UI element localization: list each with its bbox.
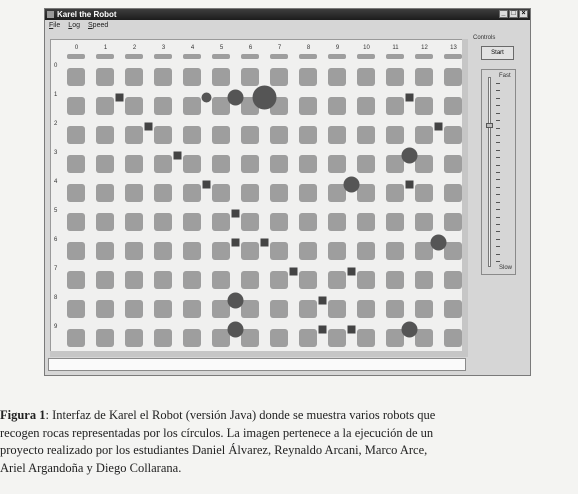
wall-block — [212, 213, 230, 231]
wall-block — [299, 242, 317, 260]
wall-block — [328, 242, 346, 260]
wall-block — [415, 155, 433, 173]
slider-track — [488, 77, 491, 267]
wall-block-edge — [212, 54, 230, 59]
world-grid[interactable] — [50, 39, 464, 353]
wall-block — [67, 271, 85, 289]
wall-block — [357, 155, 375, 173]
wall-block — [299, 300, 317, 318]
robot-icon — [406, 94, 414, 102]
wall-block — [415, 271, 433, 289]
wall-block — [328, 126, 346, 144]
column-label: 10 — [363, 45, 370, 51]
rock-icon — [228, 322, 244, 338]
window-title: Karel the Robot — [57, 10, 117, 19]
wall-block — [328, 329, 346, 347]
wall-block — [415, 97, 433, 115]
wall-block — [67, 126, 85, 144]
start-button[interactable]: Start — [481, 46, 514, 60]
column-label: 9 — [335, 45, 340, 51]
row-label: 4 — [54, 179, 58, 185]
wall-block — [154, 213, 172, 231]
wall-block — [67, 213, 85, 231]
maximize-icon[interactable]: □ — [509, 10, 518, 18]
wall-block — [270, 155, 288, 173]
wall-block — [67, 329, 85, 347]
robot-icon — [203, 181, 211, 189]
wall-block — [154, 242, 172, 260]
wall-block-edge — [125, 54, 143, 59]
wall-block — [386, 329, 404, 347]
speed-panel — [481, 69, 516, 275]
wall-block — [212, 126, 230, 144]
slider-tick — [496, 105, 500, 106]
wall-block — [270, 213, 288, 231]
wall-block-edge — [67, 54, 85, 59]
slider-tick — [496, 187, 500, 188]
slider-tick — [496, 254, 500, 255]
slider-tick — [496, 90, 500, 91]
wall-block-edge — [328, 54, 346, 59]
wall-block — [241, 271, 259, 289]
robot-icon — [232, 239, 240, 247]
wall-block — [386, 68, 404, 86]
wall-block — [125, 271, 143, 289]
wall-block — [299, 68, 317, 86]
wall-block — [154, 155, 172, 173]
wall-block-edge — [96, 54, 114, 59]
wall-block — [444, 329, 462, 347]
wall-block — [444, 126, 462, 144]
wall-block — [67, 155, 85, 173]
wall-block — [444, 271, 462, 289]
slider-tick — [496, 150, 500, 151]
slider-tick — [496, 165, 500, 166]
wall-block — [241, 300, 259, 318]
title-bar — [45, 9, 530, 20]
wall-block — [299, 97, 317, 115]
wall-block — [96, 155, 114, 173]
wall-block — [183, 300, 201, 318]
wall-block — [96, 68, 114, 86]
wall-block-edge — [444, 54, 462, 59]
wall-block — [444, 242, 462, 260]
caption-line-2: recogen rocas representadas por los círculos. La imagen pertenece a la ejecución de un — [0, 425, 434, 440]
wall-block-edge — [270, 54, 288, 59]
column-label: 8 — [306, 45, 311, 51]
menu-file[interactable]: File — [49, 22, 61, 29]
wall-block — [415, 126, 433, 144]
wall-block — [241, 126, 259, 144]
wall-block — [415, 68, 433, 86]
wall-block — [386, 155, 404, 173]
row-label: 6 — [54, 237, 58, 243]
wall-block — [328, 155, 346, 173]
slider-tick — [496, 172, 500, 173]
menu-speed[interactable]: Speed — [88, 22, 109, 29]
column-label: 5 — [219, 45, 224, 51]
slider-tick — [496, 217, 500, 218]
menu-bar — [45, 20, 530, 31]
status-field — [48, 358, 466, 371]
wall-block — [270, 300, 288, 318]
wall-block-edge — [154, 54, 172, 59]
wall-block — [241, 184, 259, 202]
wall-block — [154, 126, 172, 144]
figure-caption — [0, 407, 578, 477]
row-label: 7 — [54, 266, 58, 272]
wall-block — [328, 68, 346, 86]
slider-tick — [496, 261, 500, 262]
caption-label: Figura 1 — [0, 408, 46, 422]
wall-block — [357, 300, 375, 318]
rock-icon — [431, 235, 447, 251]
app-icon — [47, 11, 54, 18]
robot-icon — [435, 123, 443, 131]
vertical-scrollbar[interactable] — [462, 39, 468, 351]
minimize-icon[interactable]: _ — [499, 10, 508, 18]
robot-icon — [348, 326, 356, 334]
wall-block — [415, 184, 433, 202]
wall-block — [183, 155, 201, 173]
wall-block-edge — [357, 54, 375, 59]
wall-block — [270, 68, 288, 86]
wall-block — [357, 97, 375, 115]
wall-block — [212, 184, 230, 202]
column-label: 0 — [74, 45, 79, 51]
wall-block — [328, 271, 346, 289]
wall-block — [183, 97, 201, 115]
wall-block — [67, 300, 85, 318]
wall-block — [67, 184, 85, 202]
row-label: 3 — [54, 150, 58, 156]
wall-block — [154, 271, 172, 289]
column-label: 12 — [421, 45, 428, 51]
rock-icon — [228, 90, 244, 106]
robot-icon — [261, 239, 269, 247]
slider-tick — [496, 202, 500, 203]
robot-icon — [319, 297, 327, 305]
wall-block — [96, 126, 114, 144]
wall-block — [415, 300, 433, 318]
wall-block — [212, 329, 230, 347]
wall-block — [328, 97, 346, 115]
wall-block — [125, 213, 143, 231]
wall-block — [444, 213, 462, 231]
wall-block — [415, 329, 433, 347]
slider-tick — [496, 128, 500, 129]
caption-line-1 — [0, 407, 578, 425]
wall-block — [415, 213, 433, 231]
wall-block — [444, 155, 462, 173]
wall-block — [241, 68, 259, 86]
robot-icon — [145, 123, 153, 131]
caption-line-3: proyecto realizado por los estudiantes Daniel Álvarez, Reynaldo Arcani, Marco Arce, — [0, 443, 428, 457]
rock-icon — [228, 293, 244, 309]
karel-window — [44, 8, 531, 376]
wall-block — [357, 184, 375, 202]
robot-icon — [290, 268, 298, 276]
slider-tick — [496, 83, 500, 84]
slider-tick — [496, 231, 500, 232]
wall-block — [444, 97, 462, 115]
row-label: 8 — [54, 295, 58, 301]
caption-line-4: Ariel Argandoña y Diego Collarana. — [0, 460, 182, 475]
wall-block — [299, 213, 317, 231]
column-label: 7 — [277, 45, 282, 51]
robot-icon — [406, 181, 414, 189]
wall-block — [357, 213, 375, 231]
wall-block — [357, 329, 375, 347]
wall-block — [241, 329, 259, 347]
menu-log[interactable]: Log — [68, 22, 80, 29]
wall-block — [125, 68, 143, 86]
horizontal-scrollbar[interactable] — [50, 351, 468, 357]
wall-block — [241, 155, 259, 173]
wall-block — [299, 271, 317, 289]
wall-block-edge — [415, 54, 433, 59]
wall-block — [96, 271, 114, 289]
wall-block-edge — [299, 54, 317, 59]
wall-block — [386, 97, 404, 115]
slider-slow-label: Slow — [499, 265, 513, 271]
slider-tick — [496, 120, 500, 121]
wall-block — [183, 271, 201, 289]
slider-tick — [496, 179, 500, 180]
wall-block — [67, 68, 85, 86]
wall-block — [328, 300, 346, 318]
wall-block — [96, 213, 114, 231]
rock-icon — [202, 93, 212, 103]
wall-block — [125, 329, 143, 347]
slider-tick — [496, 224, 500, 225]
wall-block — [386, 184, 404, 202]
wall-block — [444, 68, 462, 86]
close-icon[interactable]: × — [519, 10, 528, 18]
speed-slider[interactable] — [485, 73, 514, 271]
wall-block — [270, 184, 288, 202]
wall-block — [125, 184, 143, 202]
robot-icon — [174, 152, 182, 160]
wall-block — [357, 271, 375, 289]
wall-block — [125, 97, 143, 115]
wall-block — [241, 242, 259, 260]
row-label: 0 — [54, 63, 58, 69]
wall-block — [212, 271, 230, 289]
wall-block — [154, 97, 172, 115]
world-canvas — [51, 40, 463, 352]
column-label: 4 — [190, 45, 195, 51]
rock-icon — [344, 177, 360, 193]
wall-block — [270, 271, 288, 289]
column-label: 2 — [132, 45, 137, 51]
column-label: 1 — [103, 45, 108, 51]
wall-block — [154, 300, 172, 318]
robot-icon — [116, 94, 124, 102]
column-label: 13 — [450, 45, 457, 51]
wall-block — [125, 126, 143, 144]
slider-tick — [496, 157, 500, 158]
wall-block — [183, 213, 201, 231]
wall-block-edge — [386, 54, 404, 59]
slider-tick — [496, 239, 500, 240]
wall-block — [154, 68, 172, 86]
wall-block — [183, 242, 201, 260]
column-label: 6 — [248, 45, 253, 51]
wall-block — [212, 242, 230, 260]
wall-block — [212, 97, 230, 115]
slider-tick — [496, 98, 500, 99]
wall-block — [96, 242, 114, 260]
slider-tick — [496, 135, 500, 136]
wall-block — [386, 242, 404, 260]
robot-icon — [232, 210, 240, 218]
wall-block — [444, 184, 462, 202]
wall-block — [212, 300, 230, 318]
wall-block — [357, 242, 375, 260]
slider-fast-label: Fast — [499, 73, 511, 79]
slider-tick — [496, 209, 500, 210]
wall-block — [328, 213, 346, 231]
row-label: 2 — [54, 121, 58, 127]
wall-block — [67, 242, 85, 260]
wall-block — [96, 97, 114, 115]
wall-block — [444, 300, 462, 318]
robot-icon — [348, 268, 356, 276]
slider-tick — [496, 246, 500, 247]
wall-block — [96, 329, 114, 347]
wall-block — [212, 155, 230, 173]
wall-block — [125, 242, 143, 260]
robot-icon — [319, 326, 327, 334]
row-label: 5 — [54, 208, 58, 214]
wall-block — [328, 184, 346, 202]
wall-block — [212, 68, 230, 86]
wall-block — [415, 242, 433, 260]
wall-block — [270, 242, 288, 260]
wall-block — [299, 184, 317, 202]
column-label: 3 — [161, 45, 166, 51]
wall-block — [183, 329, 201, 347]
wall-block — [154, 184, 172, 202]
controls-label: Controls — [473, 35, 496, 41]
wall-block — [96, 300, 114, 318]
slider-tick — [496, 113, 500, 114]
wall-block — [183, 126, 201, 144]
wall-block — [67, 97, 85, 115]
slider-tick — [496, 142, 500, 143]
wall-block-edge — [183, 54, 201, 59]
wall-block — [125, 300, 143, 318]
wall-block — [183, 184, 201, 202]
rock-icon — [253, 86, 277, 110]
wall-block-edge — [241, 54, 259, 59]
wall-block — [386, 126, 404, 144]
rock-icon — [402, 322, 418, 338]
caption-text-1: : Interfaz de Karel el Robot (versión Java) donde se muestra varios robots que — [45, 408, 436, 422]
wall-block — [386, 300, 404, 318]
row-label: 9 — [54, 324, 58, 330]
wall-block — [299, 329, 317, 347]
wall-block — [386, 271, 404, 289]
wall-block — [299, 126, 317, 144]
wall-block — [270, 126, 288, 144]
rock-icon — [402, 148, 418, 164]
wall-block — [357, 68, 375, 86]
slider-tick — [496, 194, 500, 195]
row-label: 1 — [54, 92, 58, 98]
wall-block — [241, 213, 259, 231]
wall-block — [299, 155, 317, 173]
slider-thumb[interactable] — [486, 123, 493, 128]
wall-block — [357, 126, 375, 144]
wall-block — [183, 68, 201, 86]
wall-block — [270, 329, 288, 347]
wall-block — [125, 155, 143, 173]
wall-block — [386, 213, 404, 231]
window-controls — [499, 10, 528, 18]
wall-block — [154, 329, 172, 347]
column-label: 11 — [392, 45, 399, 51]
wall-block — [96, 184, 114, 202]
